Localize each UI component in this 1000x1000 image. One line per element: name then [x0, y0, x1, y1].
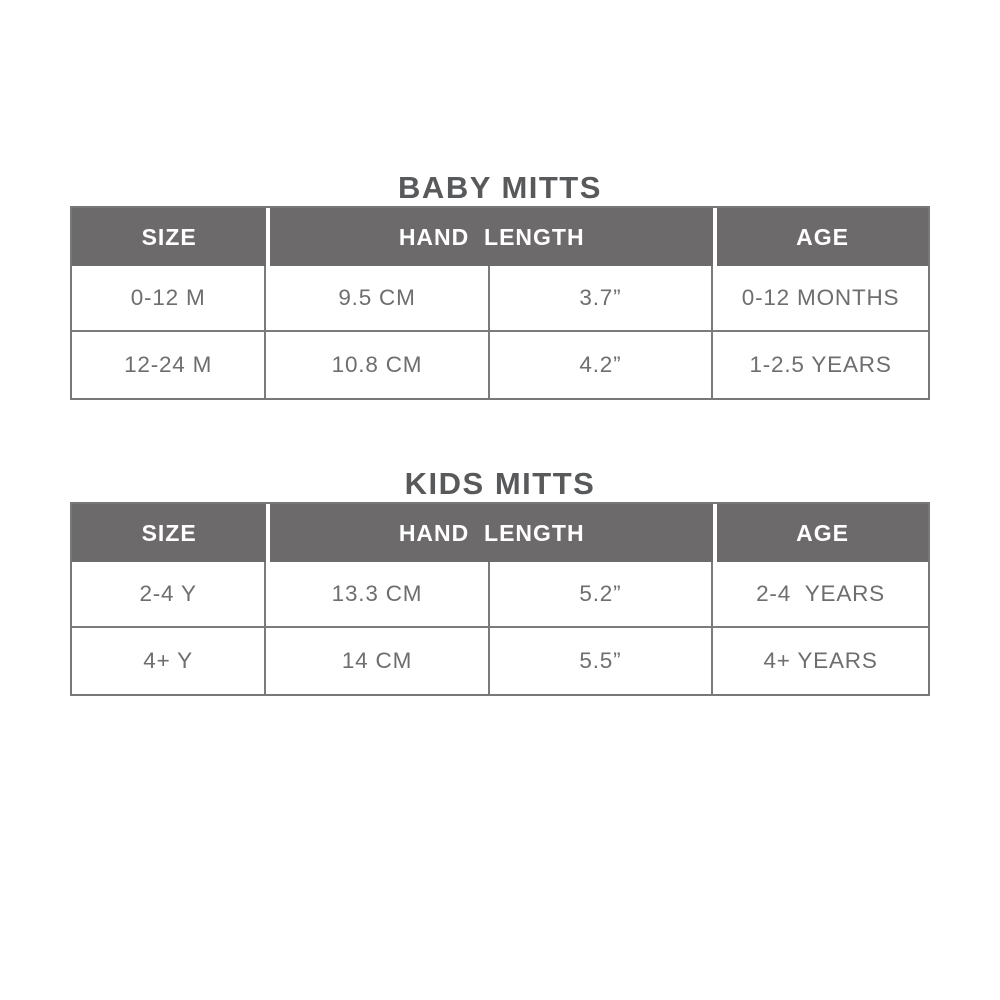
cell-size: 4+ Y [72, 628, 266, 694]
header-hand-length: HAND LENGTH [266, 504, 713, 562]
cell-age: 1-2.5 YEARS [713, 332, 928, 398]
header-size: SIZE [72, 208, 266, 266]
cell-hand-length-in: 3.7” [490, 266, 713, 332]
cell-hand-length-cm: 14 CM [266, 628, 489, 694]
baby-mitts-size-table [70, 206, 930, 400]
header-hand-length: HAND LENGTH [266, 208, 713, 266]
cell-hand-length-in: 4.2” [490, 332, 713, 398]
cell-hand-length-cm: 9.5 CM [266, 266, 489, 332]
table-header-row [72, 208, 928, 266]
header-size: SIZE [72, 504, 266, 562]
kids-mitts-size-table [70, 502, 930, 696]
table-row [72, 628, 928, 694]
cell-age: 2-4 YEARS [713, 562, 928, 628]
table-row [72, 266, 928, 332]
cell-size: 2-4 Y [72, 562, 266, 628]
cell-size: 12-24 M [72, 332, 266, 398]
cell-hand-length-in: 5.2” [490, 562, 713, 628]
cell-hand-length-in: 5.5” [490, 628, 713, 694]
cell-hand-length-cm: 10.8 CM [266, 332, 489, 398]
cell-size: 0-12 M [72, 266, 266, 332]
header-age: AGE [713, 208, 928, 266]
table-header-row [72, 504, 928, 562]
cell-age: 4+ YEARS [713, 628, 928, 694]
header-age: AGE [713, 504, 928, 562]
kids-mitts-title: KIDS MITTS [404, 466, 596, 501]
baby-mitts-title: BABY MITTS [398, 170, 602, 205]
table-row [72, 562, 928, 628]
cell-age: 0-12 MONTHS [713, 266, 928, 332]
table-row [72, 332, 928, 398]
cell-hand-length-cm: 13.3 CM [266, 562, 489, 628]
